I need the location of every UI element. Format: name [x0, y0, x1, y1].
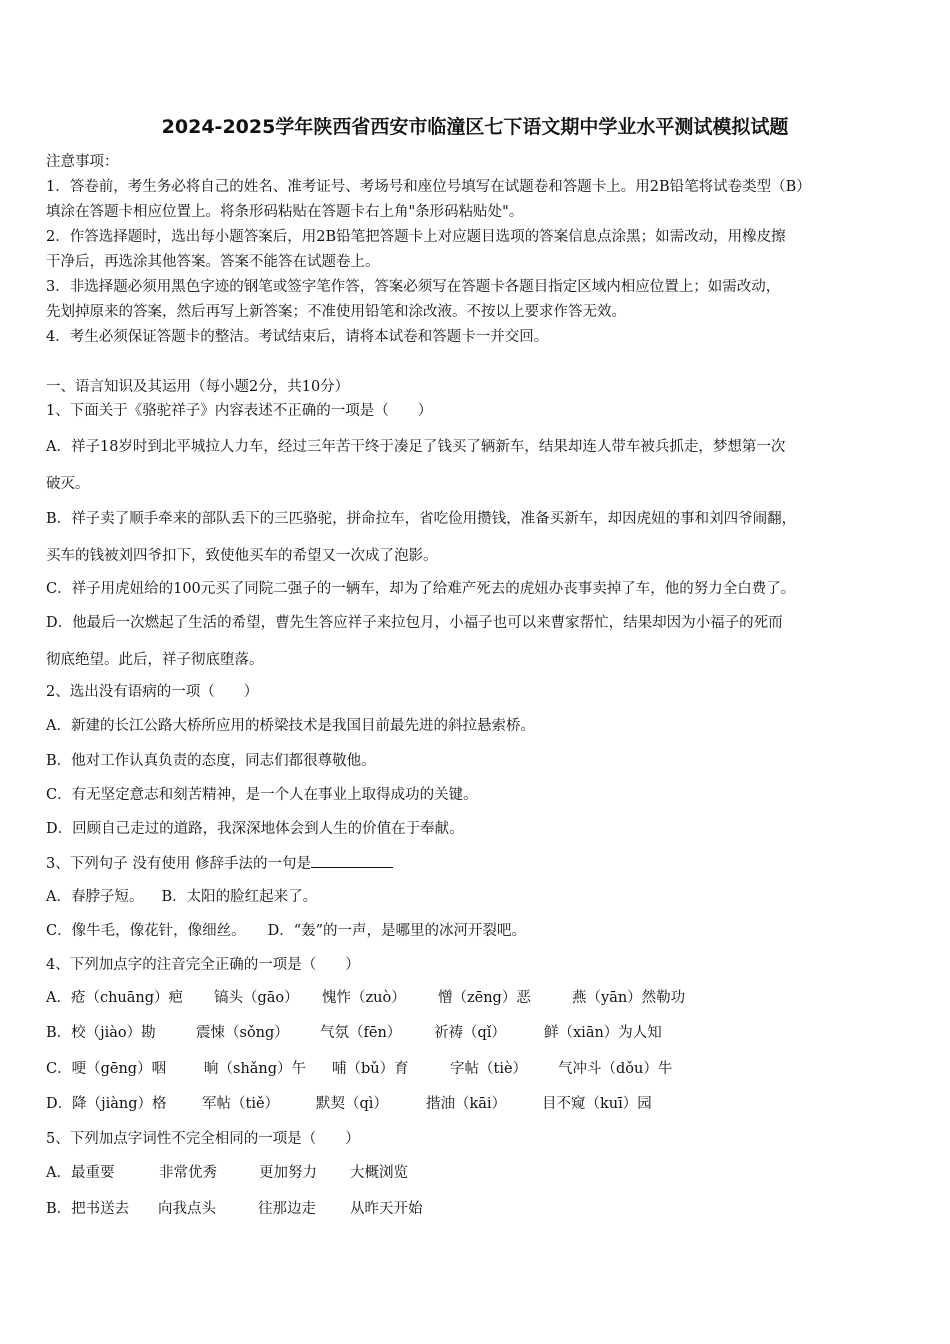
notice-line: 干净后，再选涂其他答案。答案不能答在试题卷上。 — [46, 254, 380, 270]
option-term: 非常优秀 — [159, 1165, 217, 1181]
option-term: 更加努力 — [259, 1165, 317, 1181]
option-term: 祈祷（qǐ） — [434, 1025, 506, 1041]
notice-line: 1．答卷前，考生务必将自己的姓名、准考证号、考场号和座位号填写在试题卷和答题卡上。用2B铅笔将试卷类型（B） — [46, 179, 811, 195]
option-c — [46, 1059, 906, 1079]
option-term: C．哽（gēng）咽 — [46, 1061, 167, 1077]
notice-line: 3．非选择题必须用黑色字迹的钢笔或签字笔作答，答案必须写在答题卡各题目指定区域内相应位置上；如需改动， — [46, 279, 781, 295]
option-term: 哺（bǔ）育 — [332, 1061, 409, 1077]
notice-line: 填涂在答题卡相应位置上。将条形码粘贴在答题卡右上角"条形码粘贴处"。 — [46, 204, 524, 220]
question-stem: 5、下列加点字词性不完全相同的一项是（ ） — [46, 1131, 360, 1147]
option-b: B．祥子卖了顺手牵来的部队丢下的三匹骆驼，拼命拉车，省吃俭用攒钱，准备买新车，却因虎妞的事和刘四爷闹翻， — [46, 511, 797, 527]
notice-heading: 注意事项： — [46, 154, 119, 170]
option-term: 愧怍（zuò） — [322, 990, 406, 1006]
option-term: B．校（jiào）勘 — [46, 1025, 156, 1041]
option-b-cont: 买车的钱被刘四爷扣下，致使他买车的希望又一次成了泡影。 — [46, 548, 438, 564]
option-a: A．春脖子短。 — [46, 889, 144, 905]
option-c: C．有无坚定意志和刻苦精神，是一个人在事业上取得成功的关键。 — [46, 787, 478, 803]
option-a — [46, 988, 906, 1008]
question-stem-row — [46, 853, 906, 874]
options-row — [46, 921, 906, 941]
page-title: 2024-2025学年陕西省西安市临潼区七下语文期中学业水平测试模拟试题 — [161, 116, 789, 138]
option-d: D．回顾自己走过的道路，我深深地体会到人生的价值在于奉献。 — [46, 821, 464, 837]
question-stem: 3、下列句子 没有使用 修辞手法的一句是 — [46, 856, 311, 872]
option-term: 揩油（kāi） — [426, 1096, 507, 1112]
option-b: B．太阳的脸红起来了。 — [161, 889, 318, 905]
option-term: 震悚（sǒng） — [196, 1025, 289, 1041]
option-c: C．像牛毛，像花针，像细丝。 — [46, 923, 246, 939]
notice-line: 4．考生必须保证答题卡的整洁。考试结束后，请将本试卷和答题卡一并交回。 — [46, 329, 549, 345]
option-a: A．新建的长江公路大桥所应用的桥梁技术是我国目前最先进的斜拉悬索桥。 — [46, 718, 535, 734]
option-term: 军帖（tiě） — [202, 1096, 280, 1112]
question-stem: 1、下面关于《骆驼祥子》内容表述不正确的一项是（ ） — [46, 403, 433, 419]
option-term: 憎（zēng）恶 — [438, 990, 531, 1006]
option-term: 气氛（fēn） — [320, 1025, 402, 1041]
option-d-cont: 彻底绝望。此后，祥子彻底堕落。 — [46, 652, 264, 668]
option-term: 往那边走 — [258, 1201, 316, 1217]
option-term: A．疮（chuāng）疤 — [46, 990, 184, 1006]
option-term: 大概浏览 — [350, 1165, 408, 1181]
options-row — [46, 887, 906, 907]
option-term: 气冲斗（dǒu）牛 — [558, 1061, 673, 1077]
option-b — [46, 1023, 906, 1043]
option-c: C．祥子用虎妞给的100元买了同院二强子的一辆车，却为了给难产死去的虎妞办丧事卖掉了车，他的努力全白费了。 — [46, 581, 796, 597]
option-term: 从昨天开始 — [350, 1201, 423, 1217]
option-term: 字帖（tiè） — [450, 1061, 528, 1077]
option-term: 目不窥（kuī）园 — [542, 1096, 652, 1112]
notice-line: 2．作答选择题时，选出每小题答案后，用2B铅笔把答题卡上对应题目选项的答案信息点涂黑；如需改动，用橡皮擦 — [46, 229, 786, 245]
option-a-cont: 破灭。 — [46, 476, 90, 492]
option-term: D．降（jiàng）格 — [46, 1096, 167, 1112]
option-d: D．他最后一次燃起了生活的希望，曹先生答应祥子来拉包月，小福子也可以来曹家帮忙，结果却因为小福子的死而 — [46, 615, 783, 631]
option-term: 向我点头 — [158, 1201, 216, 1217]
question-stem: 4、下列加点字的注音完全正确的一项是（ ） — [46, 957, 360, 973]
option-a: A．祥子18岁时到北平城拉人力车，经过三年苦干终于凑足了钱买了辆新车，结果却连人带车被兵抓走，梦想第一次 — [46, 439, 786, 455]
question-stem: 2、选出没有语病的一项（ ） — [46, 684, 259, 700]
option-a — [46, 1163, 906, 1183]
option-term: B．把书送去 — [46, 1201, 130, 1217]
option-b — [46, 1199, 906, 1219]
option-d: D．“轰”的一声，是哪里的冰河开裂吧。 — [267, 923, 527, 939]
option-term: 镐头（gāo） — [214, 990, 299, 1006]
option-b: B．他对工作认真负责的态度，同志们都很尊敬他。 — [46, 753, 376, 769]
notice-line: 先划掉原来的答案，然后再写上新答案；不准使用铅笔和涂改液。不按以上要求作答无效。 — [46, 304, 626, 320]
option-term: 鲜（xiān）为人知 — [544, 1025, 662, 1041]
option-term: 晌（shǎng）午 — [204, 1061, 307, 1077]
option-d — [46, 1094, 906, 1114]
option-term: 默契（qì） — [316, 1096, 388, 1112]
answer-blank — [311, 853, 393, 868]
option-term: 燕（yān）然勒功 — [572, 990, 686, 1006]
option-term: A．最重要 — [46, 1165, 115, 1181]
section-heading: 一、语言知识及其运用（每小题2分，共10分） — [46, 379, 350, 395]
